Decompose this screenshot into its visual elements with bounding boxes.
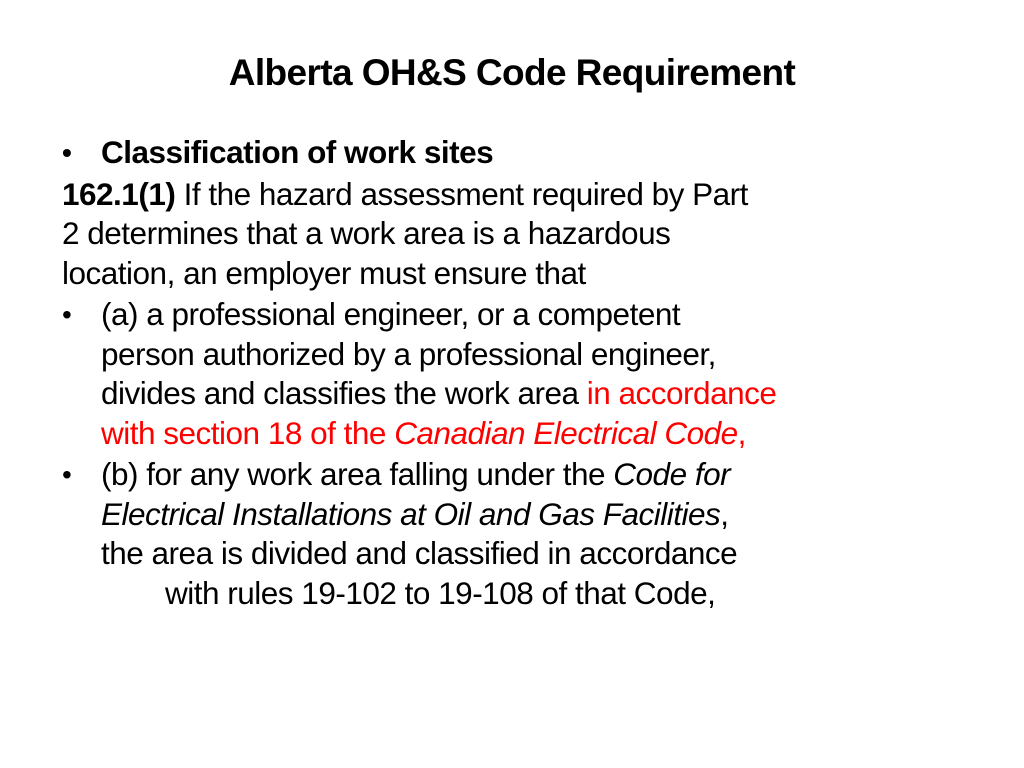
item-b-line-4: with rules 19-102 to 19-108 of that Code, [165, 574, 716, 611]
code-title-oilgas-cont: Electrical Installations at Oil and Gas Facilities [101, 495, 721, 532]
bullet-icon: • [62, 137, 72, 168]
code-title-cec: Canadian Electrical Code [394, 414, 738, 451]
item-a-line-3 [62, 374, 982, 414]
bullet-icon: • [62, 299, 72, 330]
intro-line-1 [62, 175, 982, 215]
code-title-oilgas: Code for [613, 456, 731, 492]
punctuation: , [737, 414, 746, 451]
punctuation: , [720, 495, 729, 532]
item-b-line-2 [62, 495, 982, 535]
slide-body [62, 133, 982, 613]
item-b [62, 455, 982, 613]
section-number: 162.1(1) [62, 175, 176, 212]
intro-line-3: location, an employer must ensure that [62, 254, 586, 291]
item-a-line-3-text: divides and classifies the work area [101, 375, 587, 411]
heading-bullet [62, 133, 982, 173]
highlight-text: with section 18 of the [101, 414, 395, 451]
item-a-line-1: (a) a professional engineer, or a competent [101, 296, 681, 332]
highlight-text: in accordance [586, 375, 777, 411]
intro-line-2: 2 determines that a work area is a hazardous [62, 215, 671, 251]
heading-text: Classification of work sites [101, 134, 494, 170]
item-a-line-2: person authorized by a professional engineer, [101, 335, 716, 372]
intro-text-1: If the hazard assessment required by Part [175, 175, 748, 212]
item-a-line-4 [62, 414, 982, 454]
bullet-icon: • [62, 459, 72, 490]
item-b-line-1: (b) for any work area falling under the [101, 456, 614, 492]
item-b-line-3: the area is divided and classified in accordance [101, 535, 738, 571]
slide-title: Alberta OH&S Code Requirement [228, 52, 796, 93]
item-a [62, 295, 982, 453]
